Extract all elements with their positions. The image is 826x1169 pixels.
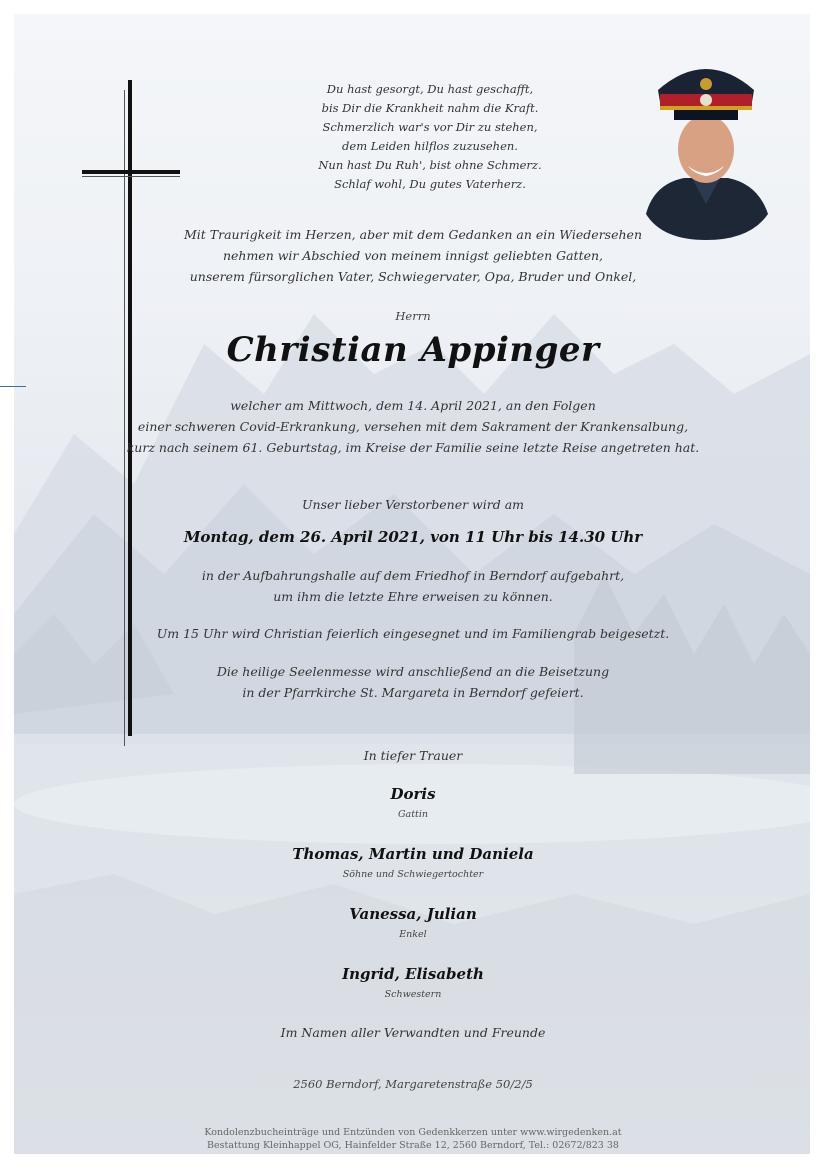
death-notice-line: welcher am Mittwoch, dem 14. April 2021, an den Folgen	[230, 398, 596, 413]
family-names: Thomas, Martin und Daniela	[292, 845, 534, 863]
cross-crossbar	[82, 170, 180, 174]
poem-line: bis Dir die Krankheit nahm die Kraft.	[321, 101, 539, 115]
family-relation: Enkel	[399, 929, 427, 940]
cross-shadow-horizontal	[82, 176, 180, 177]
viewing-place	[0, 565, 826, 607]
mass-line: in der Pfarrkirche St. Margareta in Berndorf gefeiert.	[242, 685, 584, 700]
footer-line: Bestattung Kleinhappel OG, Hainfelder Straße 12, 2560 Berndorf, Tel.: 02672/823 38	[207, 1140, 619, 1151]
death-notice-line: kurz nach seinem 61. Geburtstag, im Kreise der Familie seine letzte Reise angetreten hat.	[126, 440, 700, 455]
poem-line: Schmerzlich war's vor Dir zu stehen,	[322, 120, 538, 134]
burial-notice: Um 15 Uhr wird Christian feierlich eingesegnet und im Familiengrab beigesetzt.	[156, 626, 670, 641]
portrait-photo	[640, 54, 772, 240]
mourning-heading: In tiefer Trauer	[363, 748, 463, 763]
family-names: Doris	[390, 785, 436, 803]
viewing-place-line: um ihm die letzte Ehre erweisen zu können.	[273, 589, 553, 604]
poem-line: Schlaf wohl, Du gutes Vaterherz.	[334, 177, 526, 191]
footer-line: Kondolenzbucheinträge und Entzünden von Gedenkkerzen unter www.wirgedenken.at	[204, 1127, 622, 1138]
death-notice-line: einer schweren Covid-Erkrankung, versehen mit dem Sakrament der Krankensalbung,	[137, 419, 689, 434]
footer	[0, 1126, 826, 1152]
address: 2560 Berndorf, Margaretenstraße 50/2/5	[293, 1077, 533, 1091]
viewing-date: Montag, dem 26. April 2021, von 11 Uhr bis 14.30 Uhr	[183, 528, 643, 546]
poem-line: dem Leiden hilflos zuzusehen.	[342, 139, 518, 153]
family-names: Vanessa, Julian	[349, 905, 477, 923]
deceased-name: Christian Appinger	[226, 330, 600, 370]
intro-text	[0, 224, 826, 287]
family-names: Ingrid, Elisabeth	[342, 965, 484, 983]
mass-line: Die heilige Seelenmesse wird anschließend an die Beisetzung	[216, 664, 610, 679]
intro-line: Mit Traurigkeit im Herzen, aber mit dem Gedanken an ein Wiedersehen	[184, 227, 642, 242]
salutation: Herrn	[395, 309, 431, 323]
poem	[270, 80, 590, 194]
poem-line: Du hast gesorgt, Du hast geschafft,	[326, 82, 534, 96]
mass-notice	[0, 661, 826, 703]
relatives-line: Im Namen aller Verwandten und Freunde	[280, 1025, 546, 1040]
viewing-place-line: in der Aufbahrungshalle auf dem Friedhof in Berndorf aufgebahrt,	[201, 568, 625, 583]
intro-line: nehmen wir Abschied von meinem innigst geliebten Gatten,	[222, 248, 604, 263]
family-relation: Gattin	[397, 809, 429, 820]
intro-line: unserem fürsorglichen Vater, Schwiegervater, Opa, Bruder und Onkel,	[189, 269, 637, 284]
family-relation: Söhne und Schwiegertochter	[342, 869, 484, 880]
death-notice	[0, 395, 826, 458]
edge-mark	[0, 386, 26, 387]
family-relation: Schwestern	[384, 989, 442, 1000]
viewing-intro: Unser lieber Verstorbener wird am	[301, 497, 525, 512]
poem-line: Nun hast Du Ruh', bist ohne Schmerz.	[318, 158, 542, 172]
